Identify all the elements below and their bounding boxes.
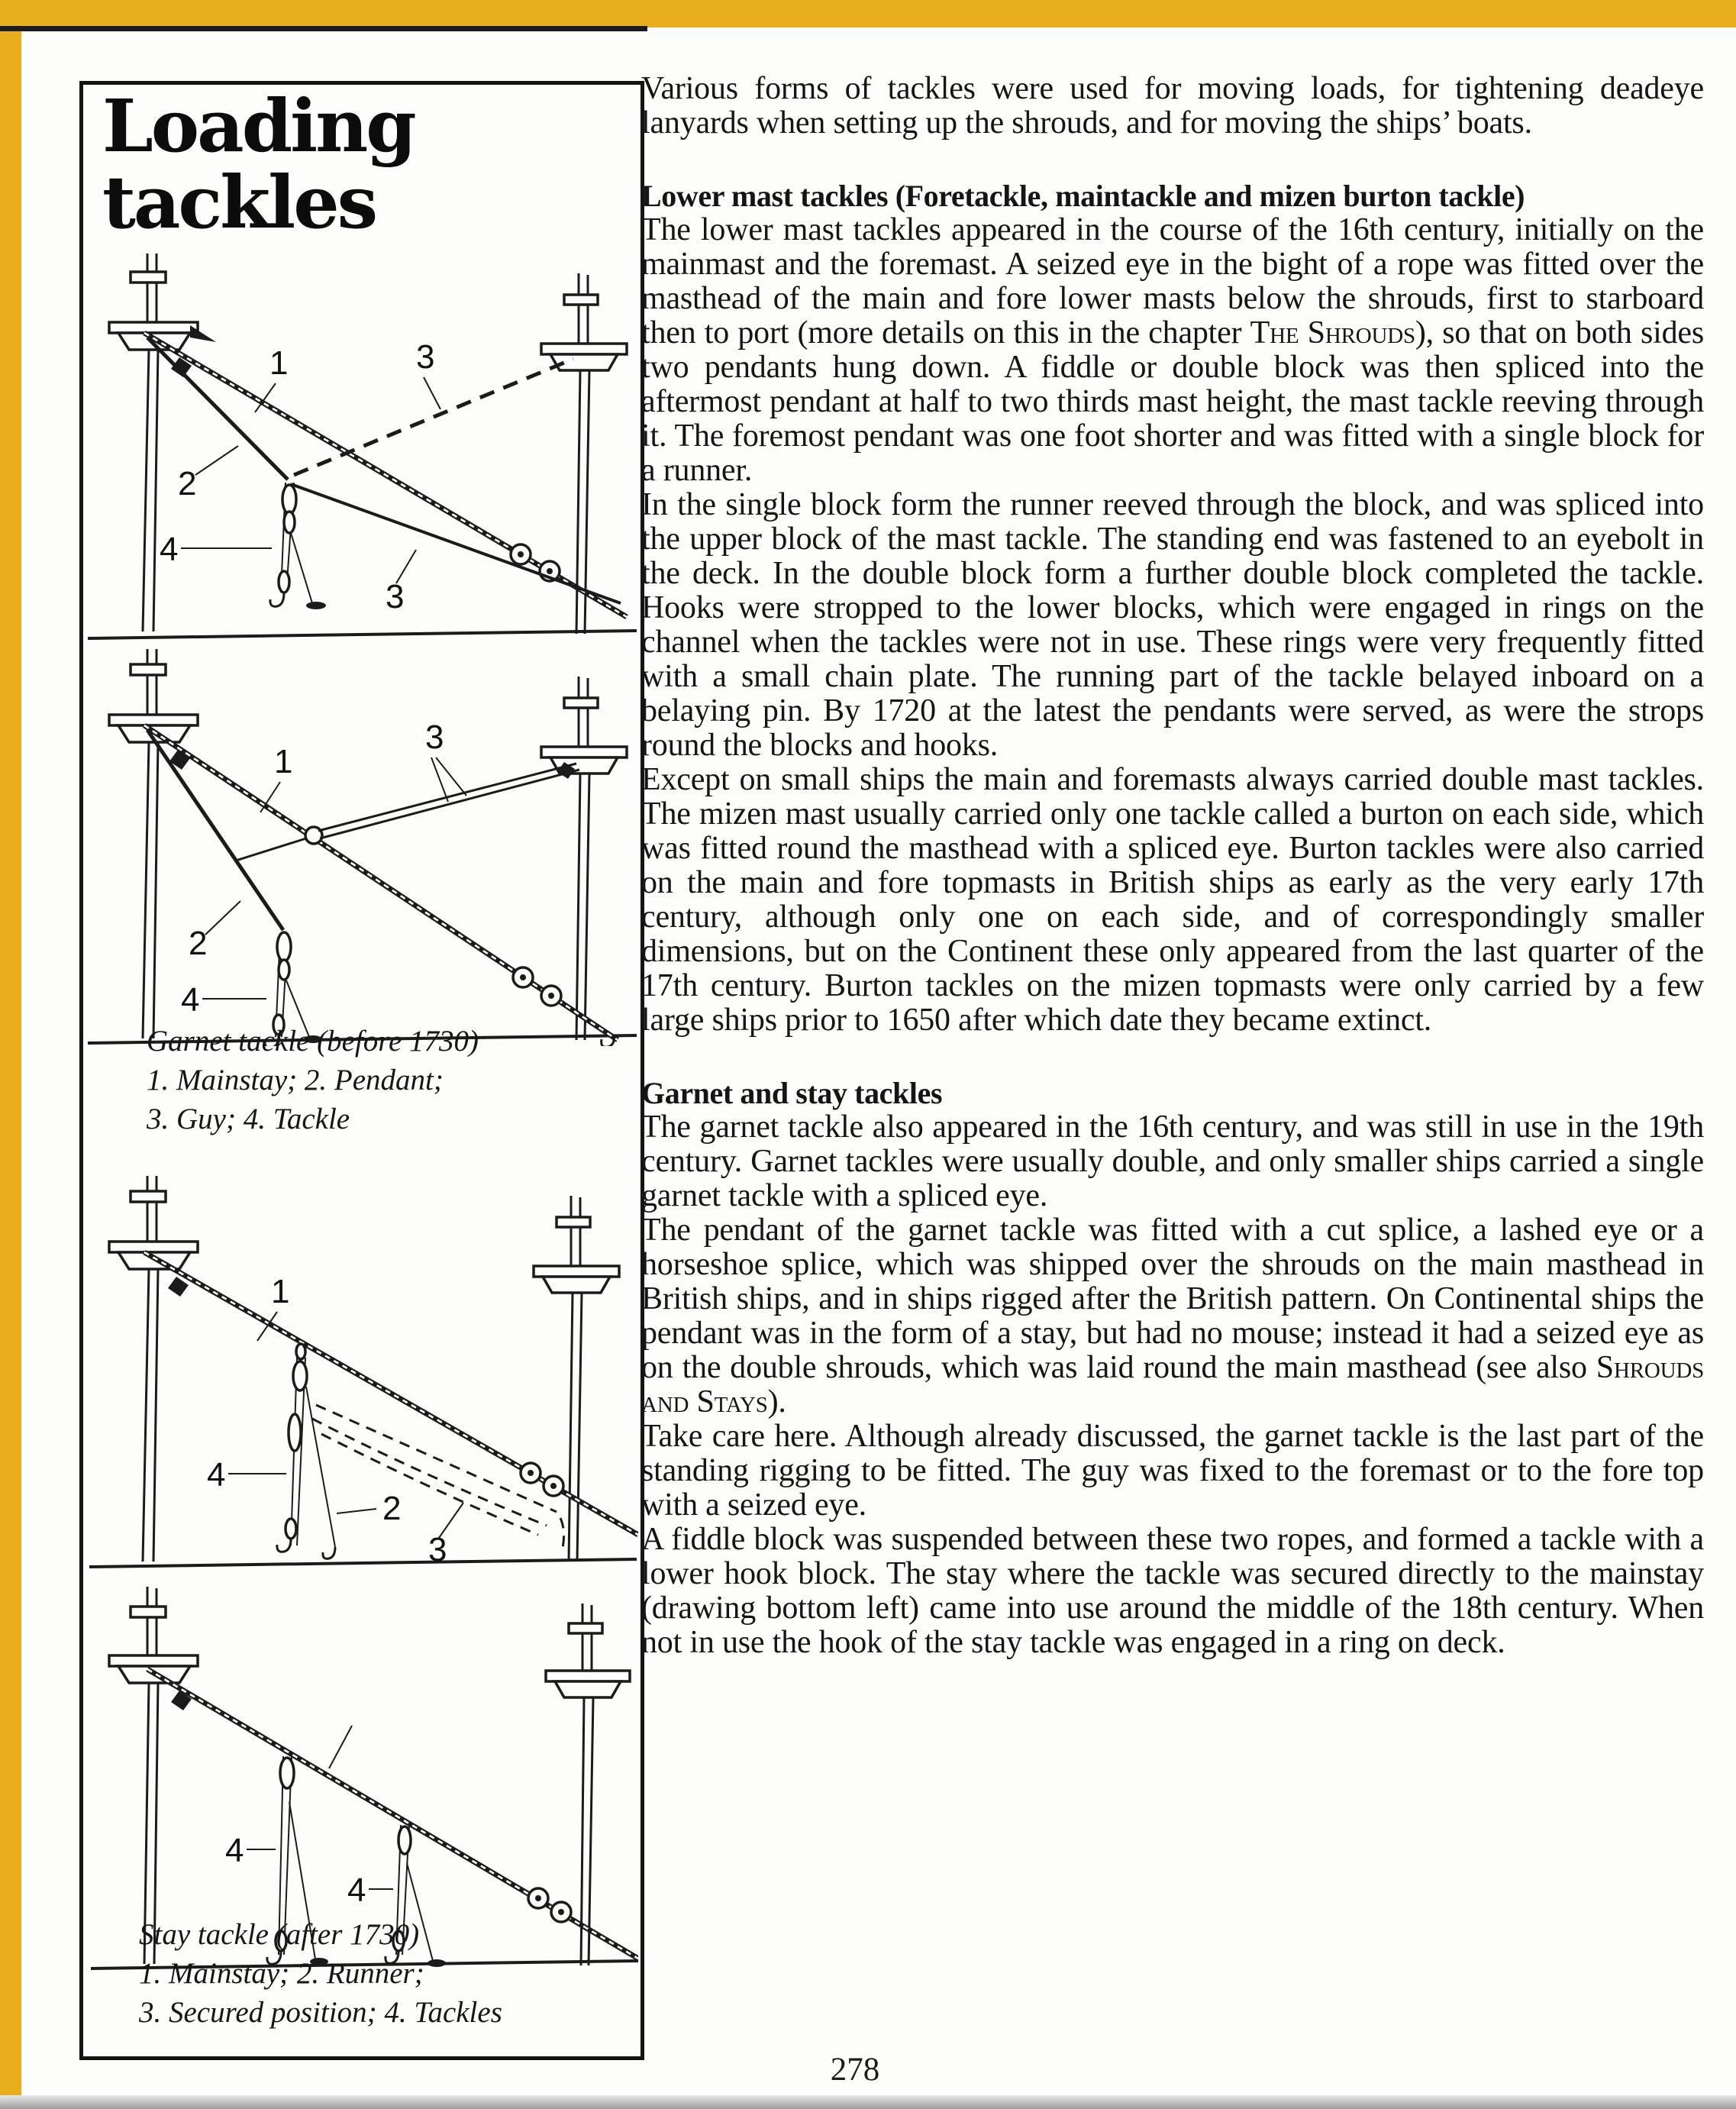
label-pendant: 2 xyxy=(189,925,208,962)
chapter-reference: The Shrouds xyxy=(1250,315,1415,350)
panel-title-line1: Loading xyxy=(102,84,415,169)
panel-title xyxy=(102,84,415,245)
stay-leader-line xyxy=(329,1726,352,1768)
caption-title: Garnet tackle (before 1730) xyxy=(147,1025,479,1058)
page-number: 278 xyxy=(830,2052,880,2088)
tackle xyxy=(277,1344,307,1552)
guy-secured-dashed xyxy=(294,359,573,475)
label-guy-secured: 3 xyxy=(416,338,435,376)
page-edge-top xyxy=(0,0,1736,27)
main-mast xyxy=(109,649,198,1038)
cut-splice xyxy=(236,827,322,861)
label-tackle-forward: 4 xyxy=(225,1832,244,1869)
paragraph-lower-mast-2: In the single block form the runner reeved through the block, and was spliced into the upper block of the mast tackle. The standing end was fastened to an eyebolt in the deck. In the double block form a further double block completed the tackle. Hooks were stropped to the lower blocks, which were engaged in rings on the channel when the tackles were not in use. These rings were very frequently fitted with a small chain plate. The running part of the tackle belayed inboard on a belaying pin. By 1720 at the latest the pendants were served, as were the strops round the blocks and hooks. xyxy=(641,487,1704,763)
page-edge-bottom xyxy=(0,2095,1736,2109)
label-mainstay: 1 xyxy=(274,743,293,780)
label-guy: 3 xyxy=(425,719,444,756)
figure-caption-stay xyxy=(139,1915,502,2032)
paragraph-garnet-1: The garnet tackle also appeared in the 16th century, and was still in use in the 19th century. Garnet tackles were usually double, and only smaller ships carried a single garnet tackle with a spliced eye. xyxy=(641,1109,1704,1213)
figure-labels xyxy=(181,719,466,1019)
fore-mast xyxy=(534,1196,619,1562)
paragraph-garnet-3: Take care here. Although already discussed, the garnet tackle is the last part of the standing rigging to be fitted. The guy was fixed to the foremast or to the fore top with a seized eye. xyxy=(641,1419,1704,1523)
main-mast xyxy=(109,254,216,631)
deck-line xyxy=(88,631,637,638)
label-mainstay: 1 xyxy=(271,1273,290,1310)
caption-title: Stay tackle (after 1730) xyxy=(139,1918,420,1951)
guy-line xyxy=(291,484,621,603)
tackle xyxy=(270,483,326,609)
panel-title-line2: tackles xyxy=(102,160,376,245)
main-mast xyxy=(109,1587,198,1964)
paragraph-text: ). xyxy=(767,1384,786,1419)
paragraph-lower-mast-1 xyxy=(641,213,1704,488)
pendant-line xyxy=(147,730,283,930)
article-column xyxy=(641,72,1704,1660)
label-pendant: 2 xyxy=(178,465,197,502)
paragraph-garnet-4: A fiddle block was suspended between these two ropes, and formed a tackle with a lower hook block. The stay where the tackle was secured directly to the mainstay (drawing bottom left) came into use around the middle of the 18th century. When not in use the hook of the stay tackle was engaged in a ring on deck. xyxy=(641,1522,1704,1660)
label-tackle-aft: 4 xyxy=(347,1872,366,1909)
scan-artifact-line xyxy=(0,26,647,31)
chapter-reference: Shrouds and Stays xyxy=(641,1350,1704,1419)
label-mainstay: 1 xyxy=(269,344,289,382)
label-tackle: 4 xyxy=(181,981,200,1019)
caption-line: 3. Secured position; 4. Tackles xyxy=(139,1996,502,2029)
figure-labels xyxy=(160,338,440,615)
figure-stay-tackle xyxy=(83,1573,638,1970)
paragraph-text: The lower mast tackles appeared in the course of the 16th century, initially on the mainmast and the foremast. A seized eye in the bight of a rope was fitted over the masthead of the main and fore lower masts below the shrouds, first to starboard then to port (more details on this in the chapter xyxy=(641,212,1704,350)
label-guy: 3 xyxy=(386,578,405,615)
section-heading-lower-mast-tackles: Lower mast tackles (Foretackle, maintackle and mizen burton tackle) xyxy=(641,179,1525,213)
figure-garnet-tackle-secured-position xyxy=(83,1176,638,1573)
article-intro: Various forms of tackles were used for moving loads, for tightening deadeye lanyards when setting up the shrouds, and for moving the ships’ boats. xyxy=(641,71,1704,140)
paragraph-text: The pendant of the garnet tackle was fitted with a cut splice, a lashed eye or a horseshoe splice, which was shipped over the shrouds on the main masthead in British ships, and in ships rigged after the British pattern. On Continental ships the pendant was in the form of a stay, but had no mouse; instead it had a seized eye as on the double shrouds, which was laid round the main masthead (see also xyxy=(641,1213,1704,1385)
deck-line xyxy=(89,1559,637,1567)
paragraph-text: ), so that on both sides two pendants hung down. A fiddle or double block was then spliced into the aftermost pendant at half to two thirds mast height, the mast tackle reeving through it. The foremost pendant was one foot shorter and was fitted with a single block for a runner. xyxy=(641,315,1704,488)
runner-line xyxy=(306,1387,335,1558)
figure-caption-garnet xyxy=(147,1022,479,1138)
section-heading-garnet-stay-tackles: Garnet and stay tackles xyxy=(641,1076,943,1110)
main-mast xyxy=(109,1176,198,1562)
paragraph-lower-mast-3: Except on small ships the main and foremasts always carried double mast tackles. The mizen mast usually carried only one tackle called a burton on each side, which was fitted round the masthead with a spliced eye. Burton tackles were also carried on the main and fore topmasts in British ships as early as the very early 17th century, although only one on each side, and of correspondingly smaller dimensions, but on the Continent these only appeared from the last quarter of the 17th century. Burton tackles on the mizen topmasts were only carried by a few large ships prior to 1650 after which date they became extinct. xyxy=(641,762,1704,1038)
figure-labels xyxy=(207,1273,463,1568)
page-edge-left xyxy=(0,0,21,2109)
mainstay-rope xyxy=(144,333,627,617)
paragraph-garnet-2 xyxy=(641,1213,1704,1419)
figure-labels xyxy=(225,1832,393,1909)
label-tackle: 4 xyxy=(207,1456,226,1494)
caption-line: 3. Guy; 4. Tackle xyxy=(147,1103,350,1135)
pendant-line xyxy=(147,338,288,480)
figure-garnet-tackle-guy-rigged xyxy=(83,649,638,1046)
caption-line: 1. Mainstay; 2. Pendant; xyxy=(147,1064,444,1096)
figure-garnet-tackle-guy-secured xyxy=(83,252,638,649)
caption-line: 1. Mainstay; 2. Runner; xyxy=(139,1957,424,1990)
label-secured-position: 3 xyxy=(428,1531,447,1568)
label-runner: 2 xyxy=(382,1490,402,1527)
label-tackle: 4 xyxy=(160,531,179,568)
